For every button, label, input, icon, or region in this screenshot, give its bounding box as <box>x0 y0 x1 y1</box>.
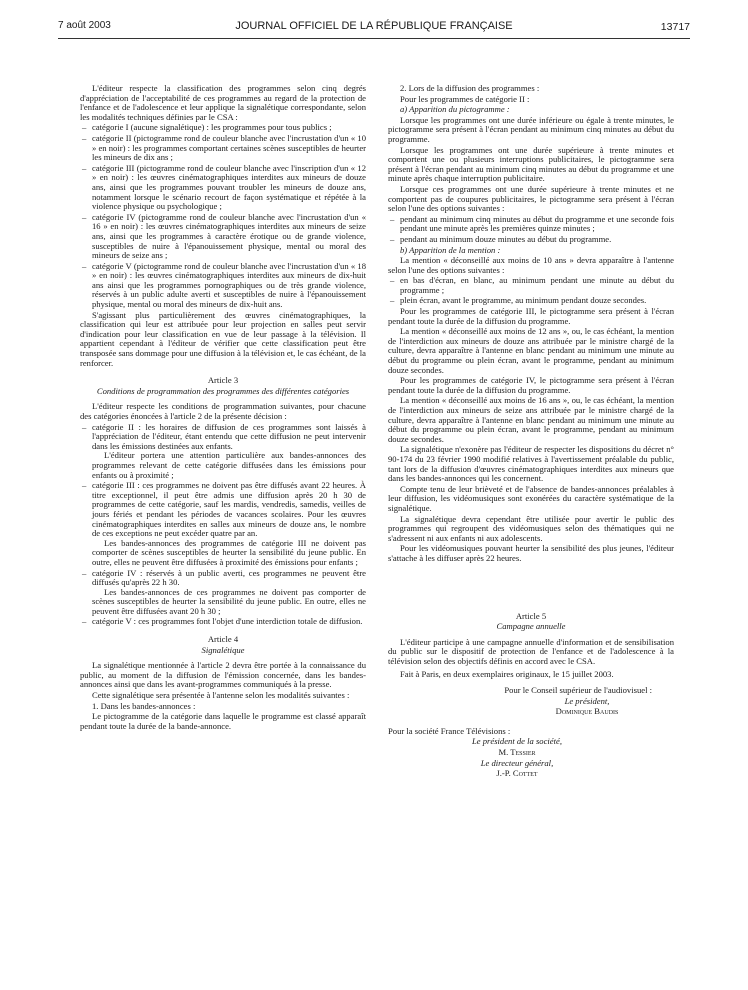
category-item: – catégorie IV (pictogramme rond de couleur blanche avec l'incrustation d'un « 16 » en noir) : les œuvres cinématographiques interdites aux mineurs de seize ans, ainsi que les programmes à caractère érotique ou de grande violence, susceptibles de nuire à l'épanouissement physique, mental ou moral des mineurs de seize ans ; <box>80 213 366 261</box>
article-5-title: Campagne annuelle <box>496 621 566 632</box>
programming-item-cat5: – catégorie V : ces programmes font l'objet d'une interdiction totale de diffusion. <box>80 617 366 627</box>
ftv-role-president: Le président de la société, <box>472 736 562 747</box>
section-paragraph: Pour les programmes de catégorie IV, le pictogramme sera présent à l'écran pendant toute la durée de la diffusion du programme. <box>388 375 674 395</box>
cat4-text: catégorie IV : réservés à un public averti, ces programmes ne peuvent être diffusés qu'après 22 h 30. <box>92 567 366 588</box>
list-item: – plein écran, avant le programme, au minimum pendant douze secondes. <box>388 296 674 306</box>
section-paragraph: La mention « déconseillé aux moins de 12 ans », ou, le cas échéant, la mention de l'interdiction aux mineurs de douze ans attribuée par le ministre chargé de la culture, devra apparaître à l'antenne en blanc pendant au minimum une minute au début du programme ou plein écran, avant le programme, pendant au minimum douze secondes. <box>388 326 674 375</box>
section-paragraph: Pour les vidéomusiques pouvant heurter la sensibilité des plus jeunes, l'éditeur s'attache à les diffuser après 22 heures. <box>388 543 674 563</box>
intro-paragraph: L'éditeur respecte la classification des programmes selon cinq degrés d'appréciation de l'acceptabilité de ces programmes au regard de la protection de l'enfance et de l'adolescence et leur applique la signalétique correspondante, selon les modalités techniques définies par le CSA : <box>80 83 366 122</box>
ftv-signatory-label: Pour la société France Télévisions : <box>388 725 511 736</box>
ftv-name-director: J.-P. Cottet <box>496 768 538 779</box>
article-4-heading: Article 4 <box>207 634 239 645</box>
programming-item-cat2 <box>80 423 366 481</box>
category-item: – catégorie II (pictogramme rond de couleur blanche avec l'incrustation d'un « 10 » en noir) : les programmes comportant certaines scènes susceptibles de heurter les mineurs de dix ans ; <box>80 134 366 163</box>
csa-signatory-label: Pour le Conseil supérieur de l'audiovisuel : <box>504 685 652 696</box>
cat2-trailer-paragraph: L'éditeur portera une attention particulière aux bandes-annonces des programmes relevant de cette catégorie diffusées dans les émissions pour enfants ou à proximité ; <box>92 450 366 480</box>
article-4-paragraph: La signalétique mentionnée à l'article 2 devra être portée à la connaissance du public, au moment de la diffusion de l'émission concernée, dans les bandes-annonces ainsi que dans les avant-programmes communiqués à la presse. <box>80 660 366 690</box>
section-paragraph: Pour les programmes de catégorie III, le pictogramme sera présent à l'écran pendant toute la durée de la diffusion du programme. <box>388 306 674 326</box>
section-paragraph: Lorsque ces programmes ont une durée supérieure à trente minutes et ne comportent pas de coupures publicitaires, le pictogramme sera présent à l'écran selon l'une des options suivantes : <box>388 183 674 214</box>
section-paragraph: La mention « déconseillé aux moins de 10 ans » devra apparaître à l'antenne selon l'une des options suivantes : <box>388 255 674 275</box>
article-3-title: Conditions de programmation des programmes des différentes catégories <box>96 385 350 396</box>
cinema-paragraph: S'agissant plus particulièrement des œuvres cinématographiques, la classification qui leur est attribuée pour leur projection en salles peut servir d'indication pour leur classification en vue de leur passage à la télévision. Il appartient cependant à l'éditeur de vérifier que cette classification peut être transposée sans dommage pour une diffusion à la télévision et, le cas échéant, de la renforcer. <box>80 309 366 368</box>
article-4-title: Signalétique <box>201 644 245 655</box>
article-5-paragraph: L'éditeur participe à une campagne annuelle d'information et de sensibilisation du public sur le dispositif de protection de l'enfance et de l'adolescence à la télévision selon des objectifs définis en accord avec le CSA. <box>388 636 674 666</box>
category-item: – catégorie V (pictogramme rond de couleur blanche avec l'incrustation d'un « 18 » en noir) : les œuvres cinématographiques interdites aux mineurs de dix-huit ans ainsi que les programmes pornographiques ou de très grande violence, réservés à un public adulte averti et susceptibles de nuire à l'épanouissement physique, mental ou moral des mineurs de dix-huit ans. <box>80 262 366 310</box>
options-list <box>388 276 674 306</box>
section-paragraph: La signalétique n'exonère pas l'éditeur de respecter les dispositions du décret n° 90-174 du 23 février 1990 modifié relatives à l'avertissement préalable du public, tant lors de la diffusion d'œuvres cinématographiques interdites aux mineurs que dans les bandes-annonces qui les concernent. <box>388 444 674 484</box>
cat3-trailer-paragraph: Les bandes-annonces des programmes de catégorie III ne doivent pas comporter de scènes susceptibles de heurter la sensibilité du jeune public. En outre, elles ne peuvent être diffusées à proximité des émissions pour enfants ; <box>92 537 366 567</box>
article-5-heading: Article 5 <box>515 610 547 621</box>
programming-list <box>80 423 366 627</box>
article-3-intro: L'éditeur respecte les conditions de programmation suivantes, pour chacune des catégories énoncées à l'article 2 de la présente décision : <box>80 401 366 421</box>
subsection-heading: a) Apparition du pictogramme : <box>400 104 510 115</box>
article-4-paragraph: Cette signalétique sera présentée à l'antenne selon les modalités suivantes : <box>92 690 350 701</box>
section-paragraph: Pour les programmes de catégorie II : <box>400 93 530 104</box>
cat4-trailer-paragraph: Les bandes-annonces de ces programmes ne doivent pas comporter de scènes susceptibles de heurter la sensibilité du jeune public. En outre, elles ne peuvent être diffusées avant 20 h 30 ; <box>92 586 366 616</box>
right-column <box>388 84 674 780</box>
page-header <box>0 20 748 40</box>
programming-item-cat3 <box>80 481 366 567</box>
list-item: – en bas d'écran, en blanc, au minimum pendant une minute au début du programme ; <box>388 276 674 295</box>
article-4-paragraph: Le pictogramme de la catégorie dans laquelle le programme est classé apparaît pendant toute la durée de la bande-annonce. <box>80 711 366 731</box>
header-rule <box>58 38 690 39</box>
programming-item-cat4 <box>80 569 366 617</box>
category-item: – catégorie III (pictogramme rond de couleur blanche avec l'inscription d'un « 12 » en noir) : les œuvres cinématographiques interdites aux mineurs de douze ans, ainsi que les programmes pouvant troubler les mineurs de douze ans, notamment lorsque le scénario recourt de façon systématique et répétée à la violence physique ou psychologique ; <box>80 164 366 212</box>
cat3-text: catégorie III : ces programmes ne doivent pas être diffusés avant 22 heures. À titre exceptionnel, il peut être admis une diffusion après 20 h 30 de programmes de cette catégorie, sauf les mardis, vendredis, samedis, veilles de jours fériés et pendant les périodes de vacances scolaires. Pour les œuvres cinématographiques interdites en salles aux mineurs de douze ans, le nombre de ces exceptions ne peut excéder quatre par an. <box>92 480 366 539</box>
section-paragraph: La mention « déconseillé aux moins de 16 ans », ou, le cas échéant, la mention de l'interdiction aux mineurs de seize ans attribuée par le ministre chargé de la culture, devra apparaître à l'antenne en blanc pendant au minimum une minute au début du programme ou plein écran, avant le programme, pendant au minimum douze secondes. <box>388 395 674 444</box>
options-list <box>388 215 674 245</box>
cat2-text: catégorie II : les horaires de diffusion de ces programmes sont laissés à l'appréciation de l'éditeur, étant entendu que cette diffusion ne peut intervenir dans les émissions destinées aux enfants. <box>92 421 366 451</box>
article-4-paragraph: 1. Dans les bandes-annonces : <box>92 700 196 711</box>
category-list <box>80 123 366 309</box>
section-paragraph: Lorsque les programmes ont une durée supérieure à trente minutes et comportent une ou plusieurs interruptions publicitaires, le pictogramme sera présent à l'écran pendant au minimum cinq minutes au début du programme et une minute après chaque interruption publicitaire. <box>388 144 674 184</box>
header-date: 7 août 2003 <box>58 20 111 31</box>
article-3-heading: Article 3 <box>207 375 239 386</box>
csa-role: Le président, <box>564 695 610 706</box>
section-paragraph: Lorsque les programmes ont une durée inférieure ou égale à trente minutes, le pictogramme sera présent à l'écran pendant au minimum cinq minutes au début du programme. <box>388 114 674 144</box>
header-page-number: 13717 <box>660 21 690 33</box>
category-item: – catégorie I (aucune signalétique) : les programmes pour tous publics ; <box>80 123 366 133</box>
signature-date: Fait à Paris, en deux exemplaires originaux, le 15 juillet 2003. <box>400 669 614 680</box>
list-item: – pendant au minimum douze minutes au début du programme. <box>388 235 674 245</box>
section-paragraph: Compte tenu de leur brièveté et de l'absence de bandes-annonces préalables à leur diffusion, les vidéomusiques sont exonérées du caractère systématique de la signalétique. <box>388 483 674 513</box>
ftv-role-director: Le directeur général, <box>480 757 554 768</box>
csa-signatory-name: Dominique Baudis <box>555 706 619 717</box>
subsection-heading: b) Apparition de la mention : <box>400 244 501 255</box>
section-paragraph: 2. Lors de la diffusion des programmes : <box>400 83 540 93</box>
left-column <box>80 84 366 732</box>
list-item: – pendant au minimum cinq minutes au début du programme et une seconde fois pendant une minute après les premières quinze minutes ; <box>388 215 674 234</box>
section-paragraph: La signalétique devra cependant être utilisée pour avertir le public des programmes qui regroupent des vidéomusiques selon des thématiques qui ne s'adressent ni aux enfants ni aux adolescents. <box>388 513 674 543</box>
ftv-name-president: M. Tessier <box>498 747 536 758</box>
header-journal-title: JOURNAL OFFICIEL DE LA RÉPUBLIQUE FRANÇAISE <box>235 20 513 32</box>
